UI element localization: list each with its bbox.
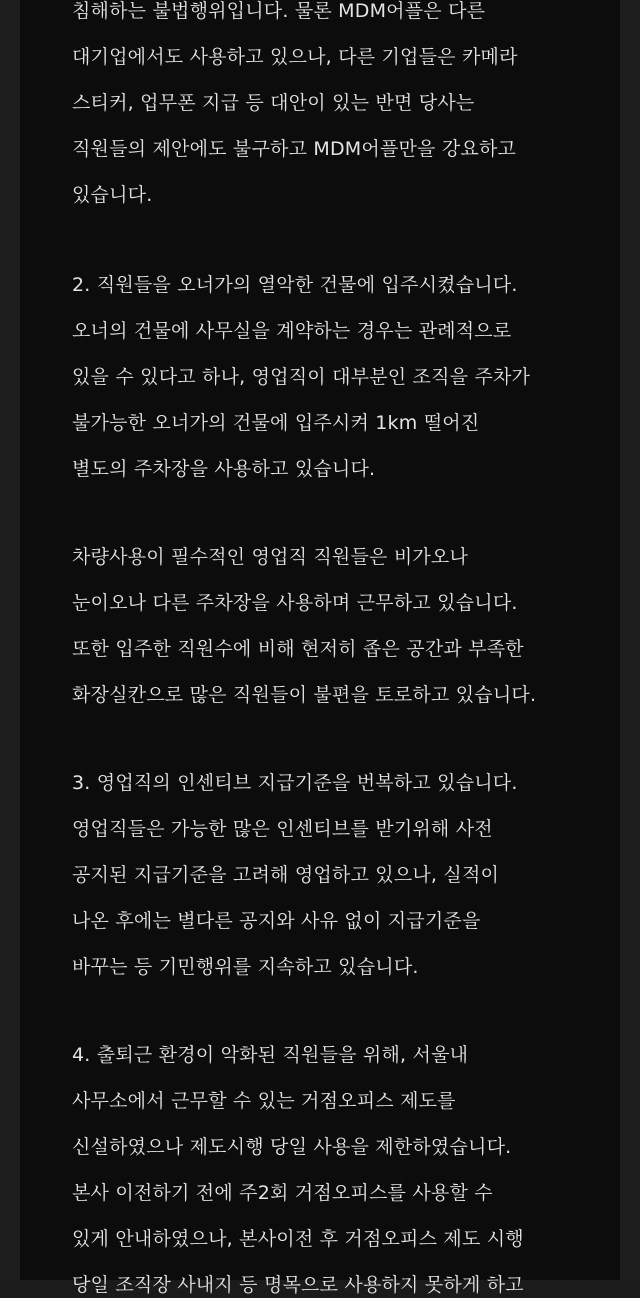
post-line: 직원들의 제안에도 불구하고 MDM어플만을 강요하고 (72, 138, 517, 160)
section-heading: 2. 직원들을 오너가의 열악한 건물에 입주시켰습니다. (72, 274, 518, 296)
post-line: 당일 조직장 사내지 등 명목으로 사용하지 못하게 하고 (72, 1274, 524, 1296)
post-line: 또한 입주한 직원수에 비해 현저히 좁은 공간과 부족한 (72, 638, 524, 660)
post-line: 본사 이전하기 전에 주2회 거점오피스를 사용할 수 (72, 1182, 493, 1204)
post-line: 대기업에서도 사용하고 있으나, 다른 기업들은 카메라 (72, 46, 518, 68)
post-line: 차량사용이 필수적인 영업직 직원들은 비가오나 (72, 546, 469, 568)
post-line: 영업직들은 가능한 많은 인센티브를 받기위해 사전 (72, 818, 493, 840)
post-line: 스티커, 업무폰 지급 등 대안이 있는 반면 당사는 (72, 92, 475, 114)
post-line: 있을 수 있다고 하나, 영업직이 대부분인 조직을 주차가 (72, 366, 531, 388)
section-heading: 3. 영업직의 인센티브 지급기준을 번복하고 있습니다. (72, 772, 518, 794)
post-line: 신설하였으나 제도시행 당일 사용을 제한하였습니다. (72, 1136, 512, 1158)
post-line: 별도의 주차장을 사용하고 있습니다. (72, 458, 376, 480)
post-line: 있습니다. (72, 184, 153, 206)
post-line: 불가능한 오너가의 건물에 입주시켜 1km 떨어진 (72, 412, 480, 434)
post-line: 사무소에서 근무할 수 있는 거점오피스 제도를 (72, 1090, 456, 1112)
post-line: 눈이오나 다른 주차장을 사용하며 근무하고 있습니다. (72, 592, 518, 614)
post-line: 공지된 지급기준을 고려해 영업하고 있으나, 실적이 (72, 864, 500, 886)
post-body (20, 0, 620, 1296)
post-line: 오너의 건물에 사무실을 계약하는 경우는 관례적으로 (72, 320, 512, 342)
post-line: 화장실칸으로 많은 직원들이 불편을 토로하고 있습니다. (72, 684, 537, 706)
post-line: 나온 후에는 별다른 공지와 사유 없이 지급기준을 (72, 910, 481, 932)
post-line: 있게 안내하였으나, 본사이전 후 거점오피스 제도 시행 (72, 1228, 524, 1250)
post-line: 바꾸는 등 기민행위를 지속하고 있습니다. (72, 956, 419, 978)
post-line: 침해하는 불법행위입니다. 물론 MDM어플은 다른 (72, 0, 486, 22)
section-heading: 4. 출퇴근 환경이 악화된 직원들을 위해, 서울내 (72, 1044, 469, 1066)
